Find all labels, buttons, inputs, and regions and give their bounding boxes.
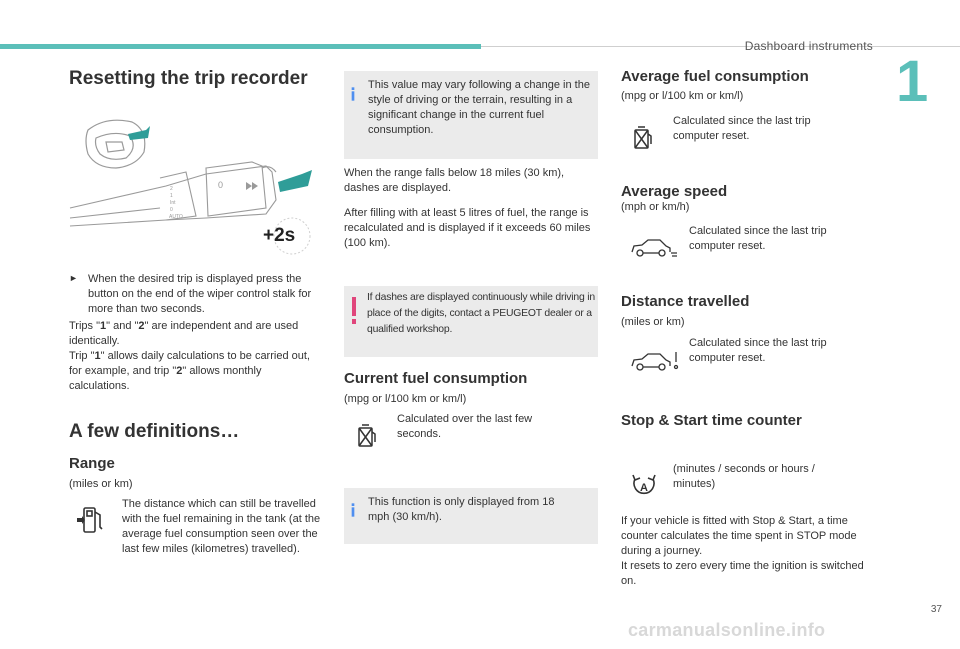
- header-divider: [481, 46, 960, 47]
- svg-text:Int: Int: [170, 200, 176, 206]
- stop-start-paragraph: If your vehicle is fitted with Stop & Start, a time counter calculates the time spent in STOP mode during a journey. It resets to zero every time the ignition is switched on.: [621, 515, 864, 587]
- info-note-variation-text: This value may vary following a change in the style of driving or the terrain, resulting in a significant change in the current fuel consumption.: [368, 79, 590, 136]
- avg-speed-title: Average speed: [621, 183, 728, 200]
- stop-start-icon: [630, 473, 658, 499]
- two-second-label: +2s: [263, 225, 296, 246]
- avg-fuel-title: Average fuel consumption: [621, 68, 809, 85]
- dashes-text: When the range falls below 18 miles (30 km), dashes are displayed.: [344, 167, 565, 194]
- distance-title: Distance travelled: [621, 293, 750, 310]
- info-note-speed: [344, 488, 598, 544]
- fuel-gauge-icon: [356, 423, 378, 449]
- info-icon: [351, 84, 355, 104]
- current-fuel-title: Current fuel consumption: [344, 370, 528, 387]
- info-icon: [351, 500, 355, 520]
- stop-start-description: (minutes / seconds or hours / minutes): [673, 463, 815, 490]
- page-number: 37: [930, 604, 942, 615]
- bullet-arrow: ►: [69, 273, 78, 283]
- info-note-variation: [344, 71, 598, 159]
- avg-fuel-description: Calculated since the last trip computer reset.: [673, 115, 811, 142]
- stalk-arrow-large: [278, 170, 312, 192]
- distance-units: (miles or km): [621, 316, 685, 328]
- instruction-text: When the desired trip is displayed press the button on the end of the wiper control stalk for more than two seconds.: [88, 273, 312, 315]
- header-accent-bar: [0, 44, 481, 49]
- chapter-number: 1: [896, 49, 929, 114]
- trip-usage-text: Trip "1" allows daily calculations to be carried out, for example, and trip "2" allows monthly calculations.: [69, 350, 310, 392]
- distance-description: Calculated since the last trip computer reset.: [689, 337, 827, 364]
- info-note-speed-text: This function is only displayed from 18 mph (30 km/h).: [368, 496, 555, 523]
- car-distance-icon: [630, 350, 682, 374]
- avg-speed-units: (mph or km/h): [621, 201, 690, 213]
- range-title: Range: [69, 455, 115, 472]
- svg-text:2: 2: [170, 186, 173, 192]
- svg-text:1: 1: [170, 193, 173, 199]
- car-speed-icon: [630, 238, 678, 260]
- avg-fuel-units: (mpg or l/100 km or km/l): [621, 90, 744, 102]
- current-fuel-units: (mpg or l/100 km or km/l): [344, 393, 467, 405]
- watermark: carmanualsonline.info: [628, 620, 826, 640]
- svg-text:AUTO: AUTO: [169, 214, 183, 220]
- fuel-pump-icon: [74, 505, 106, 535]
- range-description: The distance which can still be travelled with the fuel remaining in the tank (at the average fuel consumption seen over the last few miles (kilometres) travelled).: [122, 498, 321, 555]
- trips-independent-text: Trips "1" and "2" are independent and are used identically.: [69, 320, 299, 347]
- warning-note: [344, 286, 598, 357]
- definitions-title: A few definitions…: [69, 421, 240, 442]
- warning-note-text: If dashes are displayed continuously while driving in place of the digits, contact a PEUGEOT dealer or a qualified workshop.: [367, 292, 595, 335]
- warning-icon: [351, 297, 357, 325]
- trip-recorder-title: Resetting the trip recorder: [69, 68, 308, 89]
- svg-text:0: 0: [170, 207, 173, 213]
- fuel-gauge-icon: [632, 125, 654, 151]
- current-fuel-description: Calculated over the last few seconds.: [397, 413, 533, 440]
- refill-text: After filling with at least 5 litres of fuel, the range is recalculated and is displayed if it exceeds 60 miles (100 km).: [344, 207, 591, 249]
- svg-text:0: 0: [218, 180, 224, 190]
- section-header-title: Dashboard instruments: [744, 39, 873, 53]
- range-units: (miles or km): [69, 478, 133, 490]
- stop-start-title: Stop & Start time counter: [621, 412, 802, 429]
- avg-speed-description: Calculated since the last trip computer reset.: [689, 225, 827, 252]
- stalk-arrow-small: [128, 126, 150, 140]
- stop-start-letter: A: [640, 482, 648, 494]
